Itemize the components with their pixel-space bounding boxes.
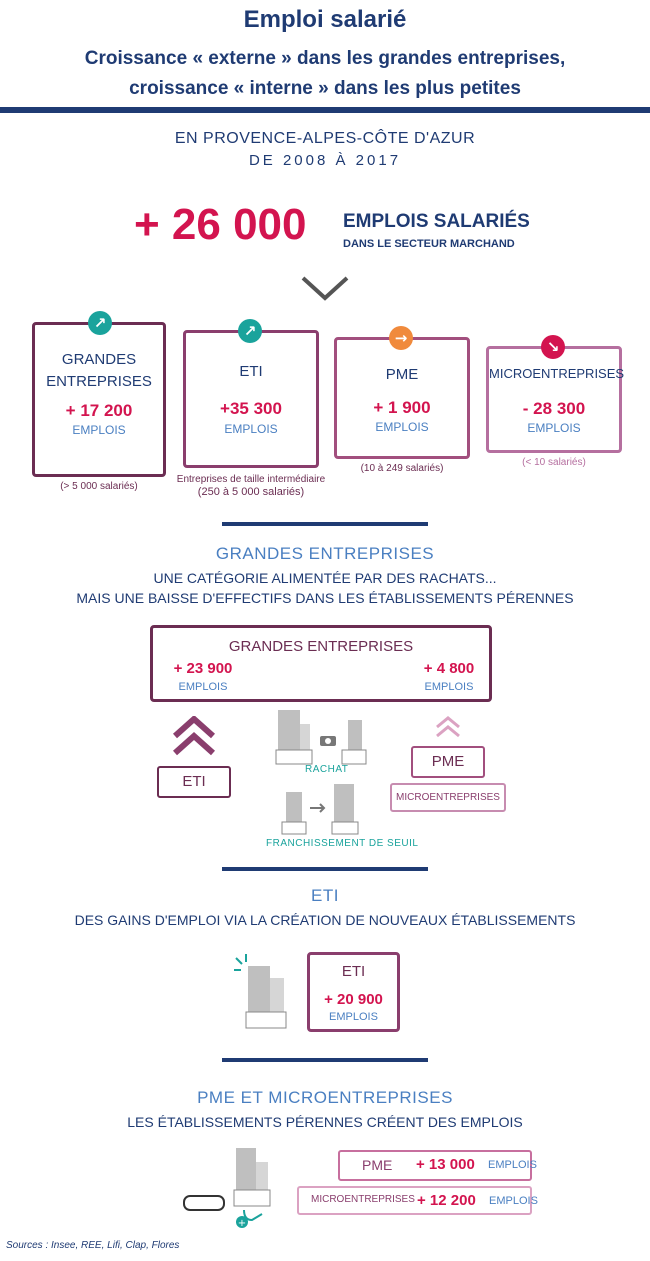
section-title: PME ET MICROENTREPRISES (197, 1088, 453, 1107)
ge-box (150, 625, 492, 702)
category-note-line: Entreprises de taille intermédiaire (176, 474, 326, 485)
category-card-microentreprises (486, 346, 625, 453)
ge-right-value: + 4 800 (423, 660, 475, 677)
eti-box-title: ETI (341, 963, 366, 980)
category-value: + 17 200 (65, 401, 133, 420)
eti-box-value: + 20 900 (324, 991, 383, 1008)
section-separator (222, 1058, 428, 1062)
page-subtitle (0, 44, 650, 104)
trend-up-icon: ↗ (238, 319, 262, 343)
category-note-line: (250 à 5 000 salariés) (197, 486, 305, 498)
growing-establishment-icon (180, 1144, 280, 1230)
category-name: MICROENTREPRISES (489, 366, 625, 381)
section-title: ETI (311, 886, 339, 905)
pme-pill-label: PME (362, 1157, 393, 1173)
pme-pill-unit: EMPLOIS (488, 1159, 537, 1171)
building-growth-icon (280, 782, 360, 836)
trend-up-icon: ↗ (88, 311, 112, 335)
subtitle-line-1: Croissance « externe » dans les grandes entreprises, (84, 48, 566, 69)
section-separator (222, 522, 428, 526)
pme-label-box: PME (411, 746, 485, 778)
category-note: (> 5 000 salariés) (60, 481, 138, 492)
pme-pill (338, 1150, 537, 1181)
pme-pill-value: + 13 000 (416, 1156, 475, 1173)
category-name: GRANDES ENTREPRISES (46, 351, 152, 390)
seuil-label: FRANCHISSEMENT DE SEUIL (266, 838, 419, 849)
category-note: (< 10 salariés) (522, 457, 586, 468)
micro-pill-value: + 12 200 (417, 1192, 476, 1209)
category-unit: EMPLOIS (72, 423, 126, 437)
micro-label-box: MICROENTREPRISES (390, 783, 506, 812)
category-value: - 28 300 (522, 399, 586, 418)
category-name: PME (385, 366, 419, 383)
category-value: +35 300 (220, 399, 282, 418)
period-line: DE 2008 À 2017 (248, 152, 402, 169)
eti-box (307, 952, 400, 1032)
category-value: + 1 900 (373, 398, 431, 417)
double-chevron-up-icon (435, 716, 461, 738)
category-note: (10 à 249 salariés) (360, 463, 444, 474)
category-card-eti (183, 330, 319, 468)
double-chevron-up-icon (172, 716, 216, 756)
section-title: GRANDES ENTREPRISES (215, 544, 435, 563)
chevron-down-icon (300, 274, 350, 302)
ge-box-title: GRANDES ENTREPRISES (228, 638, 414, 655)
section-separator (222, 867, 428, 871)
headline-label: EMPLOIS SALARIÉS (343, 211, 530, 232)
category-unit: EMPLOIS (224, 422, 278, 436)
ge-left-unit: EMPLOIS (178, 681, 228, 693)
category-unit: EMPLOIS (375, 420, 429, 434)
building-acquisition-icon (272, 706, 370, 766)
micro-pill-label: MICROENTREPRISES (311, 1194, 415, 1205)
trend-down-icon: ↘ (541, 335, 565, 359)
headline-sublabel: DANS LE SECTEUR MARCHAND (343, 238, 515, 250)
eti-label-box: ETI (157, 766, 231, 798)
category-card-grandes-entreprises (32, 322, 166, 477)
section-subtitle: DES GAINS D'EMPLOI VIA LA CRÉATION DE NOUVEAUX ÉTABLISSEMENTS (74, 912, 576, 928)
region-line: EN PROVENCE-ALPES-CÔTE D'AZUR (174, 130, 476, 147)
eti-box-unit: EMPLOIS (329, 1011, 378, 1023)
category-unit: EMPLOIS (527, 421, 581, 435)
category-name: ETI (239, 363, 263, 380)
ge-left-value: + 23 900 (173, 660, 233, 677)
rachat-label: RACHAT (305, 764, 349, 775)
source-note: Sources : Insee, REE, Lifi, Clap, Flores (6, 1240, 180, 1251)
header-rule (0, 107, 650, 113)
section-subtitle: MAIS UNE BAISSE D'EFFECTIFS DANS LES ÉTABLISSEMENTS PÉRENNES (76, 590, 574, 606)
trend-flat-icon: → (389, 326, 413, 350)
section-subtitle: LES ÉTABLISSEMENTS PÉRENNES CRÉENT DES EMPLOIS (127, 1114, 523, 1130)
category-note (170, 473, 332, 499)
headline-value: + 26 000 (134, 200, 307, 249)
new-building-icon (232, 952, 296, 1032)
page-title: Emploi salarié (243, 6, 407, 33)
micro-pill (297, 1186, 538, 1215)
category-card-pme (334, 337, 470, 459)
svg-text:+: + (237, 1218, 247, 1229)
micro-pill-unit: EMPLOIS (489, 1195, 538, 1207)
section-subtitle: UNE CATÉGORIE ALIMENTÉE PAR DES RACHATS... (153, 570, 497, 586)
subtitle-line-2: croissance « interne » dans les plus petites (129, 78, 521, 99)
ge-right-unit: EMPLOIS (424, 681, 474, 693)
